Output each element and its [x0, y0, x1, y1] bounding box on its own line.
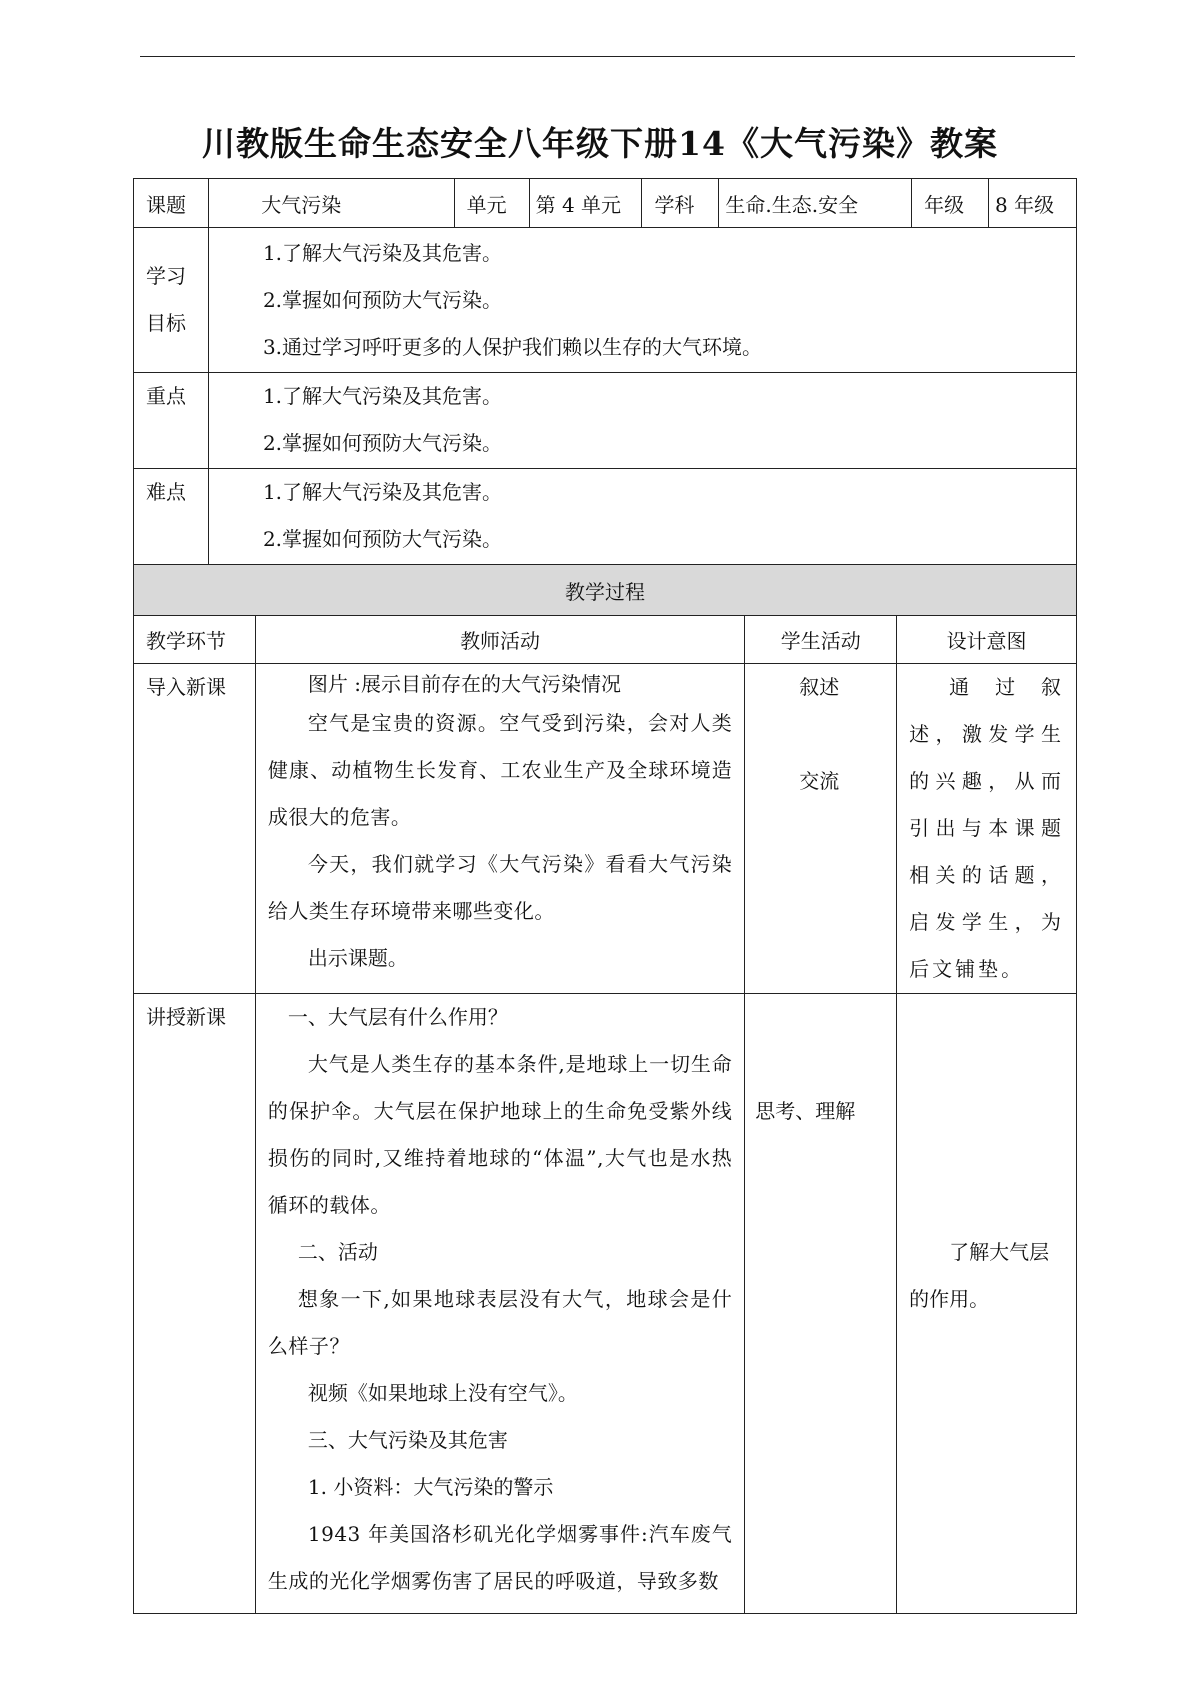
grade-value: 8 年级 — [989, 179, 1077, 228]
lecture-teacher-text: 二、活动 — [297, 1240, 378, 1264]
objective-item: 2.掌握如何预防大气污染。 — [262, 288, 503, 312]
lecture-teacher-text: 视频《如果地球上没有空气》。 — [307, 1381, 578, 1405]
lecture-teacher-text: 三、大气污染及其危害 — [307, 1428, 508, 1452]
lecture-row — [134, 994, 1077, 1614]
lecture-teacher-text: 想象一下,如果地球表层没有大气，地球会是什么样子？ — [267, 1287, 733, 1358]
difficulty-item: 2.掌握如何预防大气污染。 — [262, 527, 503, 551]
key-points-row — [134, 373, 1077, 469]
column-header-stage: 教学环节 — [134, 616, 256, 664]
intro-student-activity: 交流 — [799, 769, 840, 793]
column-header-intent: 设计意图 — [897, 616, 1077, 664]
lecture-teacher-text: 一、大气层有什么作用？ — [287, 1005, 508, 1029]
difficulty-item: 1.了解大气污染及其危害。 — [262, 480, 503, 504]
intro-teacher-text: 今天，我们就学习《大气污染》看看大气污染给人类生存环境带来哪些变化。 — [267, 852, 733, 923]
lecture-design-intent: 了解大气层的作用。 — [909, 1240, 1050, 1311]
unit-label: 单元 — [454, 179, 529, 228]
teaching-process-table — [133, 564, 1077, 1614]
lecture-teacher-text: 大气是人类生存的基本条件,是地球上一切生命的保护伞。大气层在保护地球上的生命免受紫外线损伤的同时,又维持着地球的“体温”,大气也是水热循环的载体。 — [267, 1052, 733, 1217]
intro-row — [134, 664, 1077, 994]
column-header-teacher: 教师活动 — [255, 616, 744, 664]
lecture-stage-label: 讲授新课 — [146, 1005, 226, 1029]
intro-student-activity: 叙述 — [799, 675, 840, 699]
lecture-teacher-text: 1943 年美国洛杉矶光化学烟雾事件:汽车废气生成的光化学烟雾伤害了居民的呼吸道，导致多数 — [267, 1522, 733, 1593]
intro-stage-label: 导入新课 — [146, 675, 226, 699]
process-column-headers — [134, 616, 1077, 664]
header-rule — [140, 56, 1075, 57]
intro-teacher-text: 空气是宝贵的资源。空气受到污染，会对人类健康、动植物生长发育、工农业生产及全球环境造成很大的危害。 — [267, 711, 733, 829]
process-heading: 教学过程 — [134, 565, 1077, 616]
topic-value: 大气污染 — [208, 179, 454, 228]
objectives-row — [134, 228, 1077, 373]
lecture-teacher-text: 1. 小资料：大气污染的警示 — [307, 1475, 554, 1499]
document-title: 川教版生命生态安全八年级下册14《大气污染》教案 — [202, 124, 998, 163]
key-points-label: 重点 — [146, 384, 186, 408]
lesson-info-table — [133, 178, 1077, 565]
key-point-item: 2.掌握如何预防大气污染。 — [262, 431, 503, 455]
objectives-label-line1: 学习 — [146, 264, 186, 288]
objectives-label-line2: 目标 — [146, 311, 186, 335]
subject-value: 生命.生态.安全 — [719, 179, 912, 228]
subject-label: 学科 — [642, 179, 719, 228]
lecture-student-activity: 思考、理解 — [755, 1099, 856, 1123]
objective-item: 1.了解大气污染及其危害。 — [262, 241, 503, 265]
meta-row — [134, 179, 1077, 228]
intro-design-intent: 通过叙述，激发学生的兴趣，从而引出与本课题相关的话题，启发学生，为后文铺垫。 — [909, 675, 1064, 981]
grade-label: 年级 — [912, 179, 989, 228]
key-point-item: 1.了解大气污染及其危害。 — [262, 384, 503, 408]
unit-value: 第 4 单元 — [529, 179, 642, 228]
intro-teacher-text: 图片 :展示目前存在的大气污染情况 — [307, 672, 621, 696]
column-header-student: 学生活动 — [745, 616, 897, 664]
difficulties-row — [134, 469, 1077, 565]
objective-item: 3.通过学习呼吁更多的人保护我们赖以生存的大气环境。 — [262, 335, 763, 359]
topic-label: 课题 — [134, 179, 209, 228]
difficulties-label: 难点 — [146, 480, 186, 504]
intro-teacher-text: 出示课题。 — [307, 946, 408, 970]
